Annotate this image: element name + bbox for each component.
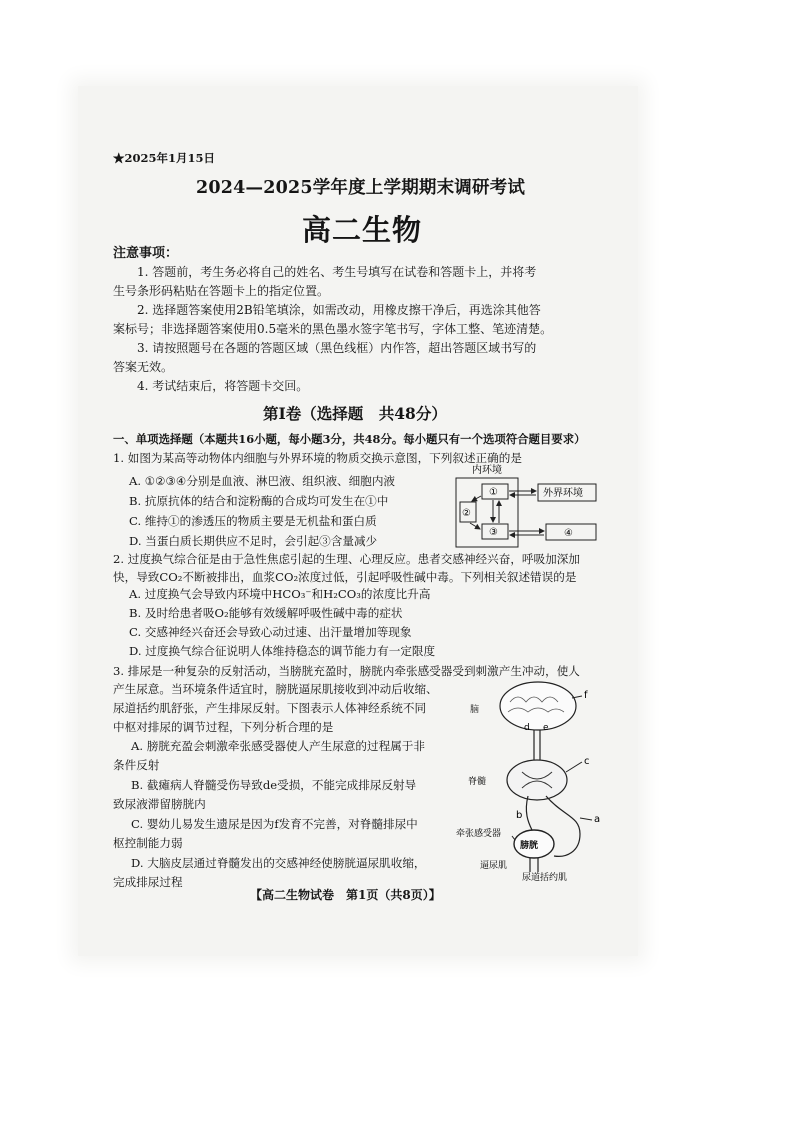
notice-item-4: 4. 考试结束后，将答题卡交回。 (137, 379, 309, 393)
q2-option-c: C. 交感神经兴奋还会导致心动过速、出汗量增加等现象 (129, 625, 412, 639)
page-footer: 【高二生物试卷 第1页（共8页）】 (250, 888, 441, 902)
q3-diagram-leader-c (566, 762, 582, 772)
subject-title: 高二生物 (302, 213, 423, 247)
q3-diagram-nerve-b (526, 796, 532, 830)
section-instructions: 一、单项选择题（本题共16小题，每小题3分，共48分。每小题只有一个选项符合题目要求） (113, 432, 586, 446)
q1-diagram-node-1: ① (489, 487, 498, 498)
q1-diagram-node-4: ④ (564, 528, 573, 539)
q3-option-c-line-2: 枢控制能力弱 (113, 836, 183, 850)
notice-item-2-line-1: 2. 选择题答案使用2B铅笔填涂，如需改动，用橡皮擦干净后，再选涂其他答 (137, 303, 541, 317)
exam-title: 2024—2025学年度上学期期末调研考试 (196, 178, 526, 198)
q3-stem-line-3: 尿道括约肌舒张，产生排尿反射。下图表示人体神经系统不同 (113, 701, 427, 715)
q1-diagram (450, 462, 625, 552)
exam-date: ★2025年1月15日 (113, 151, 216, 165)
q3-diagram-label-b: b (516, 810, 523, 821)
q3-diagram-spinal-label: 脊髓 (468, 777, 487, 787)
q3-option-b-line-2: 致尿液滞留膀胱内 (113, 797, 206, 811)
q3-diagram (456, 676, 620, 883)
q3-diagram-label-a: a (594, 814, 601, 825)
notice-heading: 注意事项： (113, 246, 179, 261)
q3-diagram-stretch-label: 牵张感受器 (456, 829, 502, 839)
notice-item-1-line-1: 1. 答题前，考生务必将自己的姓名、考生号填写在试卷和答题卡上，并将考 (137, 265, 537, 279)
q1-option-b: B. 抗原抗体的结合和淀粉酶的合成均可发生在①中 (129, 494, 389, 508)
q2-option-b: B. 及时给患者吸O₂能够有效缓解呼吸性碱中毒的症状 (129, 606, 403, 620)
q1-diagram-outside-label: 外界环境 (543, 488, 583, 499)
notice-item-2-line-2: 案标号；非选择题答案使用0.5毫米的黑色墨水签字笔书写，字体工整、笔迹清楚。 (113, 322, 553, 336)
q3-option-b-line-1: B. 截瘫病人脊髓受伤导致de受损，不能完成排尿反射导 (131, 778, 417, 792)
q2-option-a: A. 过度换气会导致内环境中HCO₃⁻和H₂CO₃的浓度比升高 (129, 587, 431, 601)
q3-stem-line-4: 中枢对排尿的调节过程，下列分析合理的是 (113, 720, 334, 734)
q3-diagram-brain-label: 脑 (470, 705, 480, 715)
q1-diagram-node-2: ② (462, 508, 471, 519)
notice-item-3-line-2: 答案无效。 (113, 360, 174, 374)
q3-option-a-line-1: A. 膀胱充盈会刺激牵张感受器使人产生尿意的过程属于非 (131, 739, 425, 753)
q1-stem: 1. 如图为某高等动物体内细胞与外界环境的物质交换示意图，下列叙述正确的是 (113, 451, 522, 465)
q1-option-c: C. 维持①的渗透压的物质主要是无机盐和蛋白质 (129, 514, 377, 528)
q1-option-d: D. 当蛋白质长期供应不足时，会引起③含量减少 (129, 534, 378, 548)
q3-diagram-leader-stretch (512, 836, 515, 840)
q3-diagram-label-e: e (543, 723, 549, 733)
q2-option-d: D. 过度换气综合征说明人体维持稳态的调节能力有一定限度 (129, 644, 436, 658)
q1-diagram-arrow-2-3 (470, 523, 480, 529)
q3-diagram-label-d: d (524, 723, 530, 733)
notice-item-3-line-1: 3. 请按照题号在各题的答题区域（黑色线框）内作答，超出答题区域书写的 (137, 341, 537, 355)
q3-stem-line-1: 3. 排尿是一种复杂的反射活动，当膀胱充盈时，膀胱内牵张感受器受到刺激产生冲动，使人 (113, 664, 580, 678)
q3-option-c-line-1: C. 婴幼儿易发生遗尿是因为f发育不完善，对脊髓排尿中 (131, 817, 418, 831)
section-title: 第Ⅰ卷（选择题 共48分） (263, 404, 447, 423)
q3-diagram-leader-a (580, 818, 592, 820)
q3-diagram-label-c: c (584, 756, 590, 767)
q3-diagram-label-f: f (584, 690, 588, 701)
q3-diagram-sphincter-label: 尿道括约肌 (522, 873, 568, 883)
q1-option-a: A. ①②③④分别是血液、淋巴液、组织液、细胞内液 (129, 474, 396, 488)
q3-diagram-detrusor-label: 逼尿肌 (480, 861, 508, 871)
q1-diagram-inner-env-label: 内环境 (472, 465, 502, 476)
q2-stem-line-1: 2. 过度换气综合征是由于急性焦虑引起的生理、心理反应。患者交感神经兴奋，呼吸加深加 (113, 552, 580, 566)
notice-item-1-line-2: 生号条形码粘贴在答题卡上的指定位置。 (113, 284, 330, 298)
q3-diagram-brain-outline (500, 682, 576, 730)
q1-diagram-node-3: ③ (489, 527, 498, 538)
q3-option-d-line-2: 完成排尿过程 (113, 875, 183, 889)
q3-option-a-line-2: 条件反射 (113, 758, 160, 772)
q1-diagram-arrow-1-2 (472, 496, 481, 501)
q2-stem-line-2: 快，导致CO₂不断被排出，血浆CO₂浓度过低，引起呼吸性碱中毒。下列相关叙述错误的是 (113, 570, 577, 584)
q3-diagram-bladder-label: 膀胱 (520, 841, 539, 851)
q3-stem-line-2: 产生尿意。当环境条件适宜时，膀胱逼尿肌接收到冲动后收缩、 (113, 682, 438, 696)
q3-diagram-spinal-cord (507, 760, 567, 800)
q3-option-d-line-1: D. 大脑皮层通过脊髓发出的交感神经使膀胱逼尿肌收缩， (131, 856, 426, 870)
